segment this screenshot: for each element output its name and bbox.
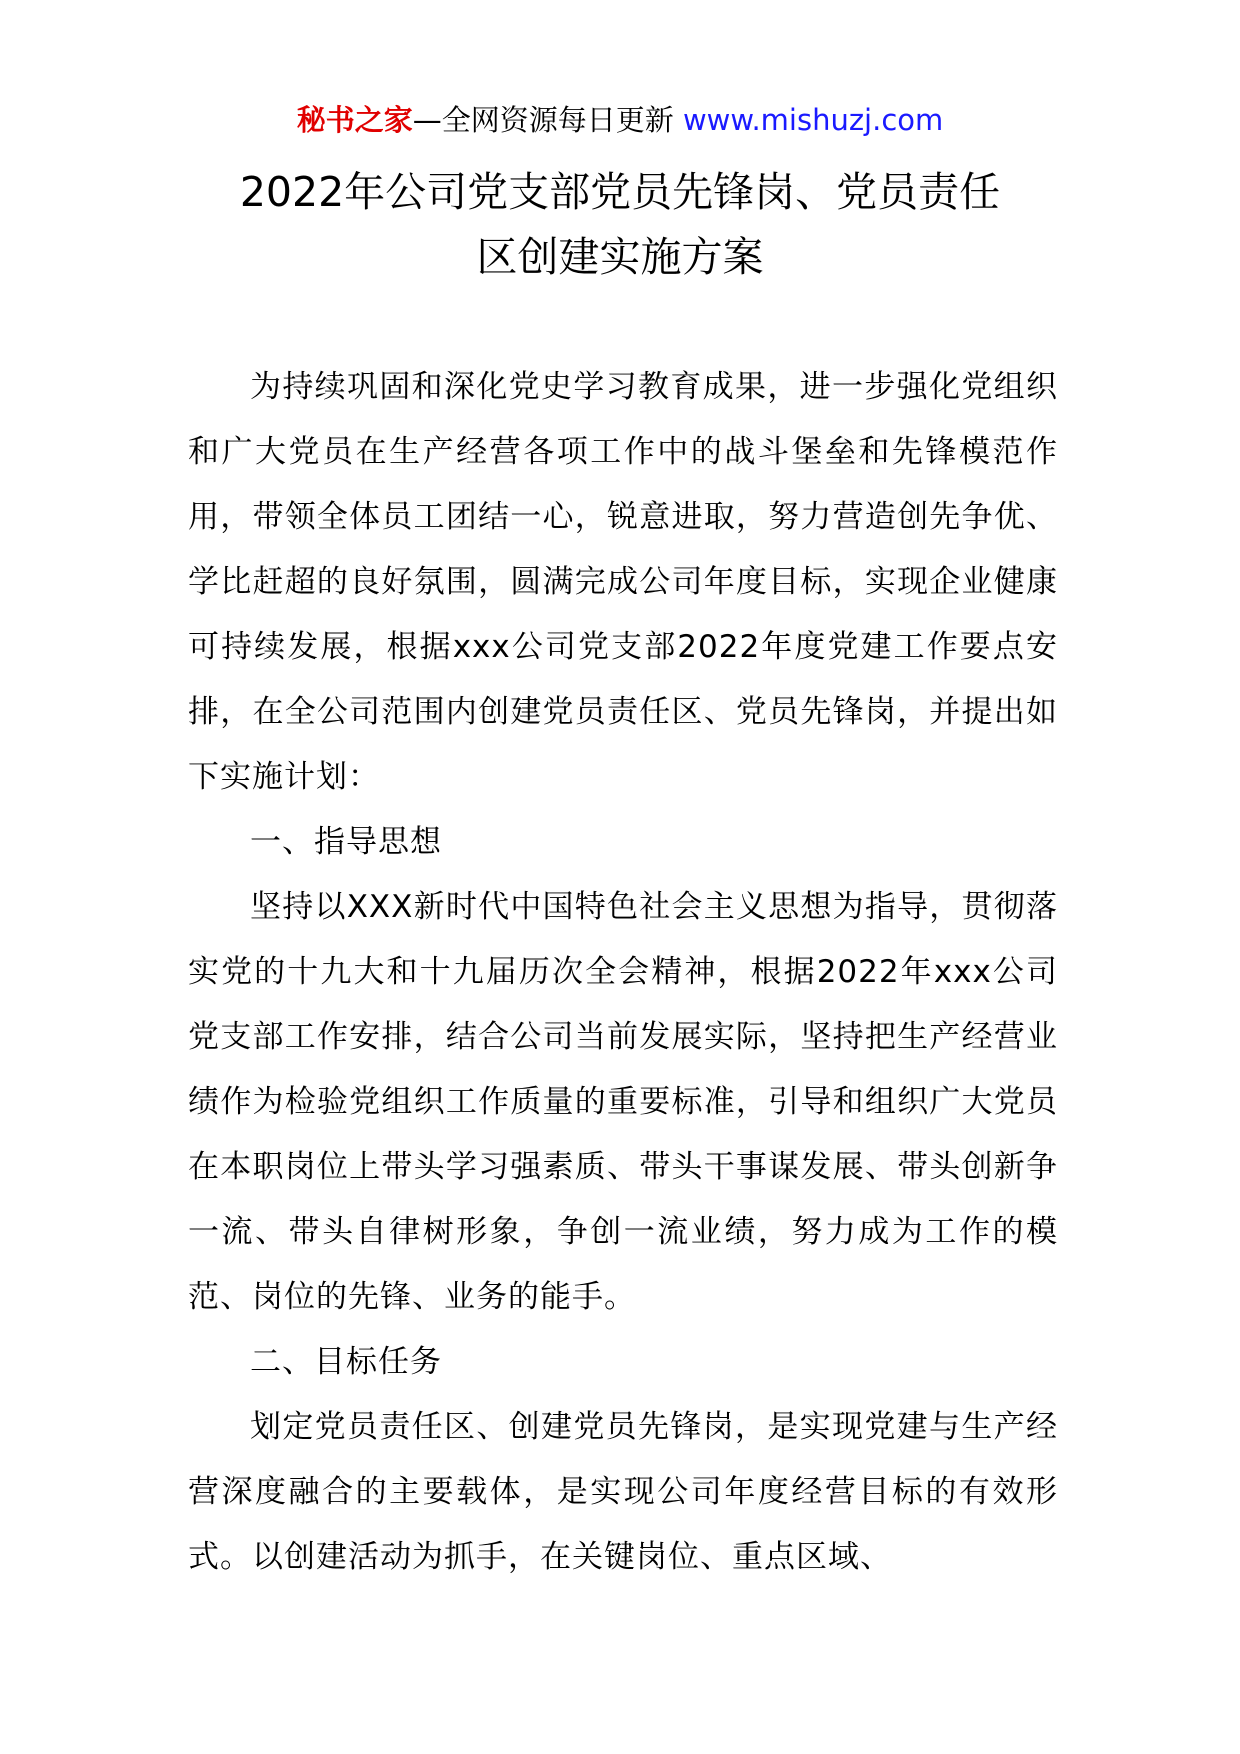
site-url-link[interactable]: www.mishuzj.com [682,103,944,137]
section-heading-goals-tasks: 二、目标任务 [250,1344,442,1380]
guiding-ideology-paragraph: 坚持以XXX新时代中国特色社会主义思想为指导，贯彻落实党的十九大和十九届历次全会精神，根据2022年xxx公司党支部工作安排，结合公司当前发展实际，坚持把生产经营业绩作为检验党组织工作质量的重要标准，引导和组织广大党员在本职岗位上带头学习强素质、带头干事谋发展、带头创新争一流、带头自律树形象，争创一流业绩，努力成为工作的模范、岗位的先锋、业务的能手。 [188,889,1058,1315]
title-line-1: 2022年公司党支部党员先锋岗、党员责任 [239,168,1001,216]
document-body [188,355,1058,1590]
section-heading-guiding-ideology: 一、指导思想 [250,824,442,860]
title-line-2: 区创建实施方案 [476,233,764,281]
goals-tasks-paragraph: 划定党员责任区、创建党员先锋岗，是实现党建与生产经营深度融合的主要载体，是实现公司年度经营目标的有效形式。以创建活动为抓手，在关键岗位、重点区域、 [188,1409,1058,1575]
intro-paragraph: 为持续巩固和深化党史学习教育成果，进一步强化党组织和广大党员在生产经营各项工作中的战斗堡垒和先锋模范作用，带领全体员工团结一心，锐意进取，努力营造创先争优、学比赶超的良好氛围，圆满完成公司年度目标，实现企业健康可持续发展，根据xxx公司党支部2022年度党建工作要点安排，在全公司范围内创建党员责任区、党员先锋岗，并提出如下实施计划： [188,369,1058,795]
document-title [160,160,1080,290]
header-tagline: —全网资源每日更新 [412,103,683,137]
watermark-header [0,100,1240,140]
brand-name: 秘书之家 [296,103,413,137]
